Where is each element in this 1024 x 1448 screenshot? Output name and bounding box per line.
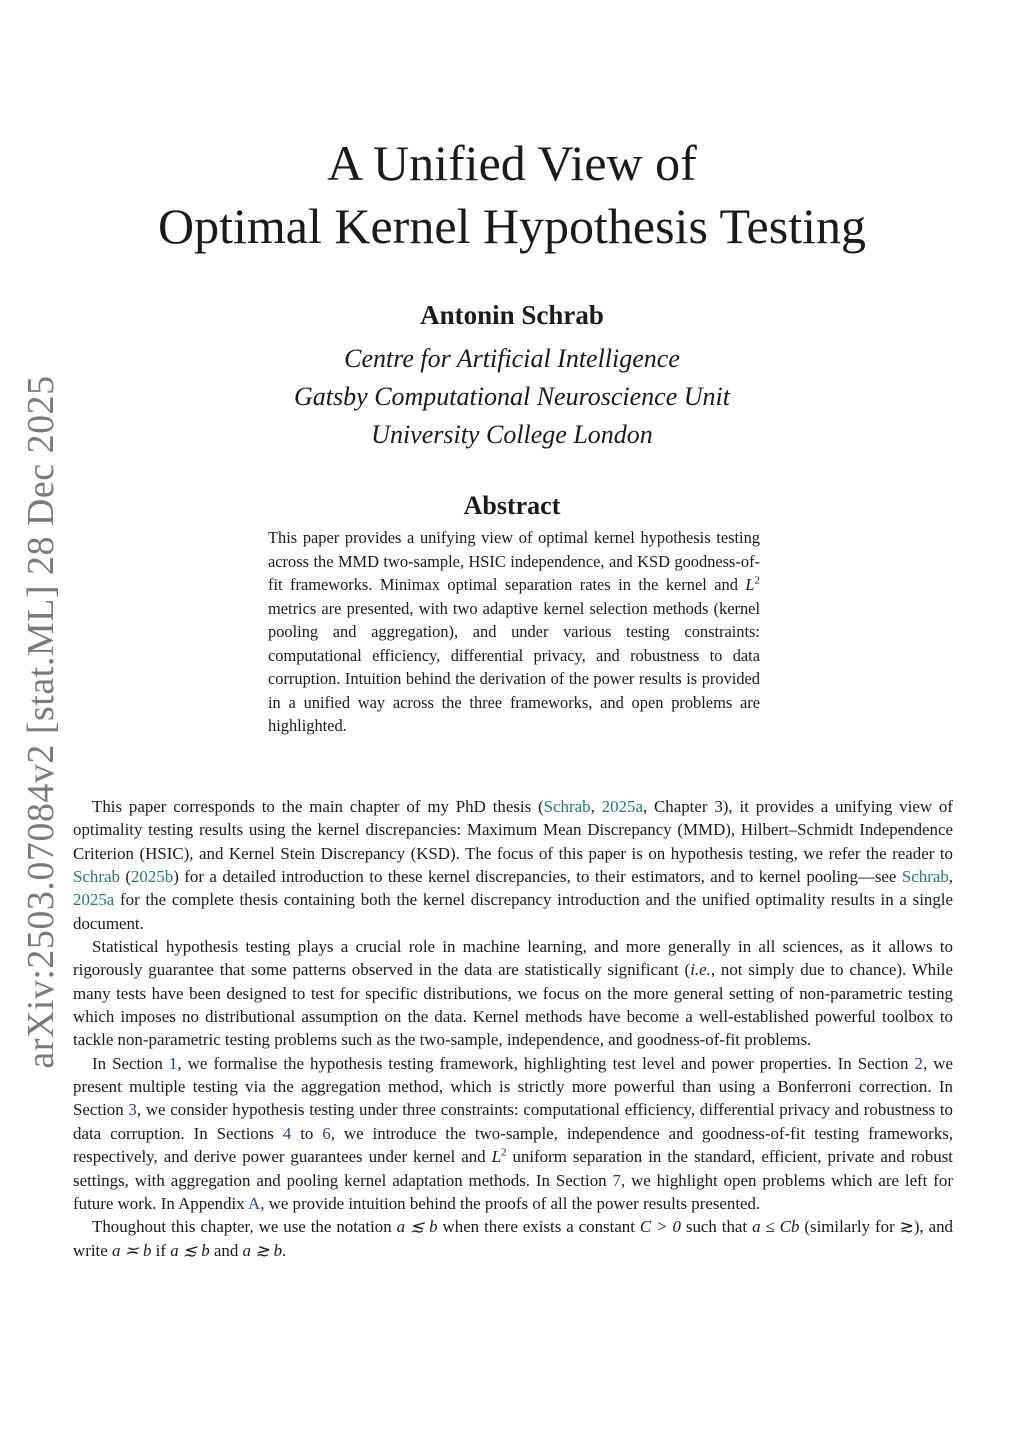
math-expr: a ≳ b (242, 1240, 283, 1260)
body-text (73, 795, 953, 1262)
affiliations (0, 340, 1024, 454)
superscript: 2 (754, 574, 760, 587)
author-name: Antonin Schrab (420, 300, 604, 330)
title-line-2: Optimal Kernel Hypothesis Testing (158, 198, 866, 254)
section-link[interactable]: 7 (612, 1170, 621, 1190)
math-expr: a ≲ b (396, 1217, 438, 1237)
title-line-1: A Unified View of (327, 135, 697, 191)
citation-link[interactable]: Schrab (543, 797, 591, 816)
citation-link[interactable]: Schrab (73, 867, 120, 887)
arxiv-identifier: arXiv:2503.07084v2 [stat.ML] 28 Dec 2025 (20, 375, 62, 1069)
math-expr: C > 0 (639, 1217, 681, 1237)
italic-abbrev: i.e. (690, 960, 711, 980)
citation-link[interactable]: 2025b (130, 867, 174, 887)
paragraph-1: This paper corresponds to the main chapter of my PhD thesis (Schrab, 2025a, Chapter 3), it provides a unifying view of optimality testing results using the kernel discrepancies: Maximum Mean Discrepancy (MMD), Hilbert–Schmidt Independence Criterion (HSIC), and Kernel Stein Discrepancy (KSD). The focus of this paper is on hypothesis testing, we refer the reader to Schrab (2025b) for a detailed introduction to these kernel discrepancies, to their estimators, and to kernel pooling—see Schrab, 2025a for the complete thesis containing both the kernel discrepancy introduction and the unified optimality results in a single document. (73, 797, 953, 933)
paragraph-4: Thoughout this chapter, we use the notation a ≲ b when there exists a constant C > 0 such that a ≤ Cb (similarly for ≳), and write a ≍ b if a ≲ b and a ≳ b. (73, 1217, 953, 1260)
math-expr: a ≲ b (170, 1240, 210, 1260)
citation-link[interactable]: 2025a (73, 890, 115, 910)
paper-title (0, 132, 1024, 258)
appendix-link[interactable]: A (247, 1193, 261, 1213)
affiliation-line: Gatsby Computational Neuroscience Unit (294, 382, 730, 411)
abstract-text: This paper provides a unifying view of optimal kernel hypothesis testing across the MMD two-sample, HSIC independence, and KSD goodness-of-fit frameworks. Minimax optimal separation rates in the kernel and $L^2$ metrics are presented, with two adaptive kernel selection methods (kernel pooling and aggregation), and under various testing constraints: computational efficiency, differential privacy, and robustness to data corruption. Intuition behind the derivation of the power results is provided in a unified way across the three frameworks, and open problems are highlighted. (268, 528, 760, 735)
math-L: L (491, 1147, 501, 1167)
math-L: L (745, 575, 755, 594)
citation-link[interactable]: 2025a (601, 797, 643, 816)
abstract-heading: Abstract (463, 491, 561, 520)
paragraph-2: Statistical hypothesis testing plays a crucial role in machine learning, and more generally in all sciences, as it allows to rigorously guarantee that some patterns observed in the data are statistically significant (i.e., not simply due to chance). While many tests have been designed to test for specific distributions, we focus on the more general setting of non-parametric testing which imposes no distributional assumption on the data. Kernel methods have become a well-established powerful toolbox to tackle non-parametric testing problems such as the two-sample, independence, and goodness-of-fit problems. (73, 937, 953, 1050)
section-link[interactable]: 1 (168, 1053, 178, 1073)
math-expr: ≳ (899, 1217, 914, 1237)
math-expr: a ≍ b (111, 1240, 152, 1260)
section-link[interactable]: 6 (322, 1123, 331, 1143)
section-link[interactable]: 3 (128, 1100, 137, 1120)
section-link[interactable]: 2 (914, 1053, 923, 1073)
section-link[interactable]: 4 (282, 1123, 292, 1143)
math-expr: a ≤ Cb (752, 1217, 800, 1237)
citation-link[interactable]: Schrab (901, 867, 949, 887)
affiliation-line: Centre for Artificial Intelligence (344, 344, 680, 373)
affiliation-line: University College London (371, 420, 653, 449)
superscript: 2 (500, 1146, 507, 1159)
paragraph-3: In Section 1, we formalise the hypothesis testing framework, highlighting test level and power properties. In Section 2, we present multiple testing via the aggregation method, which is strictly more powerful than using a Bonferroni correction. In Section 3, we consider hypothesis testing under three constraints: computational efficiency, differential privacy and robustness to data corruption. In Sections 4 to 6, we introduce the two-sample, independence and goodness-of-fit testing frameworks, respectively, and derive power guarantees under kernel and $L^2$ uniform separation in the standard, efficient, private and robust settings, with aggregation and pooling kernel adaptation methods. In Section 7, we highlight open problems which are left for future work. In Appendix A, we provide intuition behind the proofs of all the power results presented. (73, 1053, 953, 1213)
